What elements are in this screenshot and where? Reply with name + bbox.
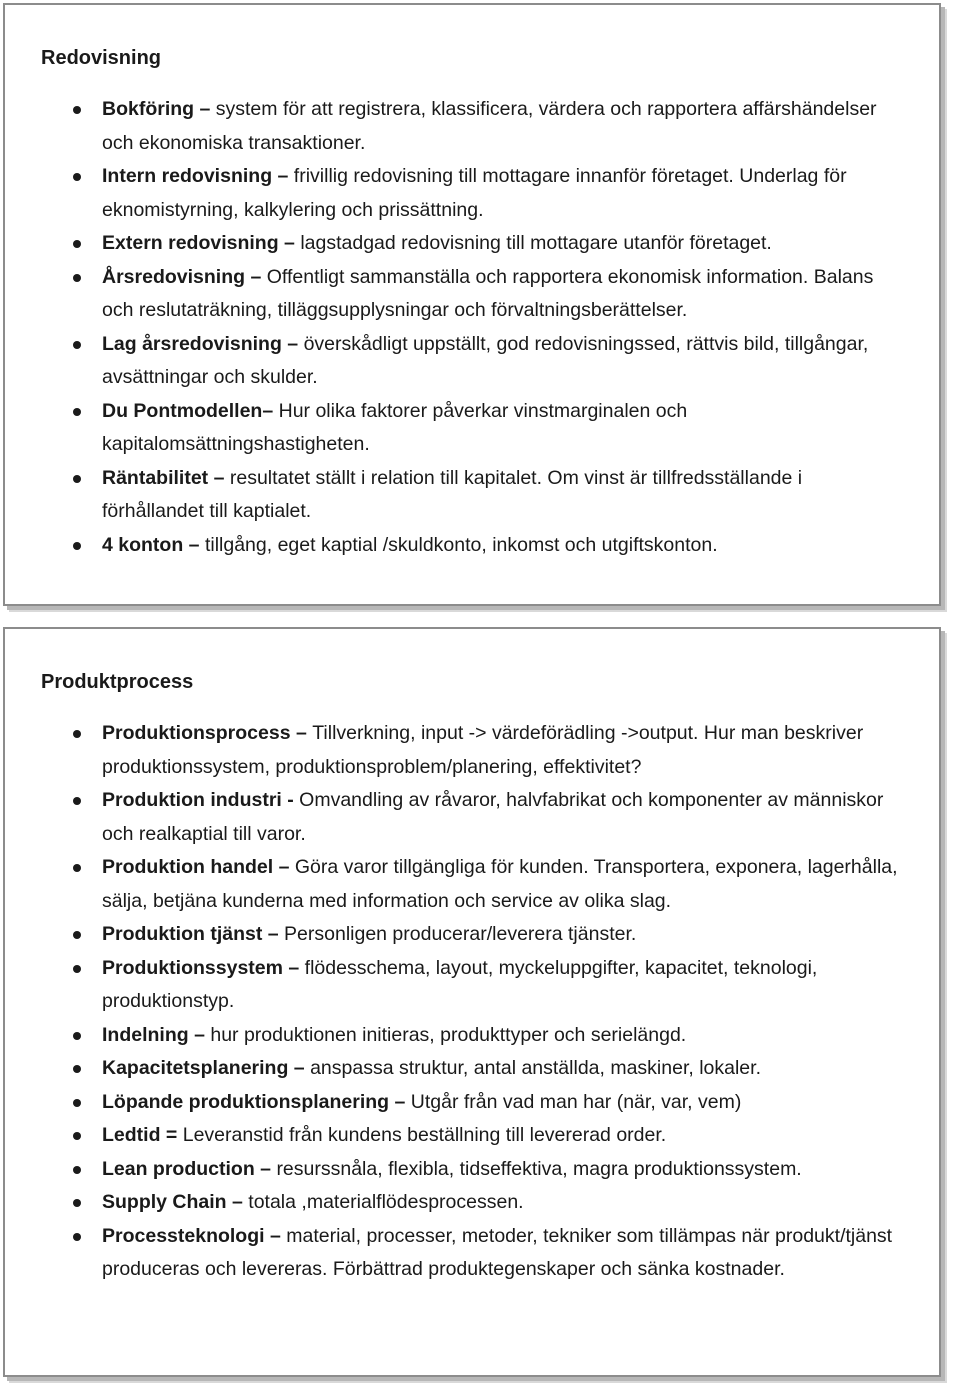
item-text: resultatet ställt i relation till kapitalet. Om vinst är tillfredsställande i förhållandet till kaptialet. bbox=[102, 466, 803, 522]
item-term: Produktion industri bbox=[102, 789, 282, 811]
item-text: Offentligt sammanställa och rapportera ekonomisk information. Balans och reslutaträkning, tilläggsupplysningar och förvaltningsberättelser. bbox=[102, 265, 874, 321]
bullet-icon bbox=[73, 1233, 81, 1241]
item-term: Extern redovisning bbox=[102, 232, 279, 254]
item-term: Kapacitetsplanering bbox=[102, 1057, 289, 1079]
list-item bbox=[41, 328, 909, 395]
item-separator: – bbox=[264, 1224, 287, 1247]
bullet-icon bbox=[73, 274, 81, 282]
item-separator: – bbox=[288, 1057, 311, 1079]
bullet-icon bbox=[73, 341, 81, 349]
bullet-icon bbox=[73, 542, 81, 550]
list-item bbox=[41, 1119, 909, 1153]
item-term: Räntabilitet bbox=[102, 466, 209, 489]
item-text: frivillig redovisning till mottagare innanför företaget. Underlag för eknomistyrning, kalkylering och prissättning. bbox=[102, 165, 847, 221]
item-text: anspassa struktur, antal anställda, maskiner, lokaler. bbox=[310, 1057, 761, 1079]
item-term: Indelning bbox=[102, 1023, 189, 1046]
item-text: system för att registrera, klassificera, värdera och rapportera affärshändelser och ekonomiska transaktioner. bbox=[102, 98, 877, 154]
section-title: Redovisning bbox=[41, 47, 162, 69]
list-item bbox=[41, 1153, 909, 1187]
bullet-icon bbox=[73, 475, 81, 483]
item-text: Utgår från vad man har (när, var, vem) bbox=[410, 1090, 742, 1113]
item-text: Hur olika faktorer påverkar vinstmarginalen och kapitalomsättningshastigheten. bbox=[102, 399, 688, 455]
list-item bbox=[41, 93, 909, 160]
list-item bbox=[41, 529, 909, 563]
bullet-icon bbox=[73, 730, 81, 738]
item-term: Löpande produktionsplanering bbox=[102, 1090, 390, 1113]
item-text: Göra varor tillgängliga för kunden. Transportera, exponera, lagerhålla, sälja, betjäna kunderna med information och service av olika slag. bbox=[102, 856, 898, 912]
list-item bbox=[41, 1052, 909, 1086]
item-term: Processteknologi bbox=[102, 1224, 265, 1247]
item-term: Ledtid bbox=[102, 1124, 161, 1146]
bullet-icon bbox=[73, 1065, 81, 1073]
bullet-icon bbox=[73, 965, 81, 973]
item-text: lagstadgad redovisning till mottagare utanför företaget. bbox=[300, 232, 772, 254]
item-term: Bokföring bbox=[102, 98, 195, 120]
item-separator: – bbox=[194, 98, 216, 120]
item-term: Produktionsprocess bbox=[102, 722, 291, 744]
item-text: flödesschema, layout, myckeluppgifter, kapacitet, teknologi, produktionstyp. bbox=[102, 956, 818, 1012]
list-item bbox=[41, 952, 909, 1019]
list-item bbox=[41, 462, 909, 529]
item-separator: – bbox=[262, 399, 279, 422]
item-term: Intern redovisning bbox=[102, 165, 273, 187]
bullet-icon bbox=[73, 1199, 81, 1207]
list-item bbox=[41, 1019, 909, 1053]
item-text: material, processer, metoder, tekniker som tillämpas när produkt/tjänst produceras och levereras. Förbättrad produktegenskaper och sänka kostnader. bbox=[102, 1224, 893, 1280]
section-title: Produktprocess bbox=[41, 671, 194, 693]
bullet-icon bbox=[73, 931, 81, 939]
list-item bbox=[41, 227, 909, 261]
item-text: Omvandling av råvaror, halvfabrikat och komponenter av människor och realkaptial till varor. bbox=[102, 789, 884, 845]
list-item bbox=[41, 717, 909, 784]
item-text: hur produktionen initieras, produkttyper och serielängd. bbox=[210, 1023, 687, 1046]
list-item bbox=[41, 851, 909, 918]
item-separator: – bbox=[188, 1023, 211, 1046]
definition-list bbox=[41, 717, 909, 1287]
item-text: Personligen producerar/leverera tjänster. bbox=[284, 923, 637, 945]
item-term: Lag årsredovisning bbox=[102, 332, 282, 355]
list-item bbox=[41, 1086, 909, 1120]
list-item bbox=[41, 395, 909, 462]
item-separator: – bbox=[272, 165, 294, 187]
bullet-icon bbox=[73, 173, 81, 181]
item-term: Supply Chain bbox=[102, 1191, 227, 1213]
item-term: 4 konton bbox=[102, 533, 184, 556]
item-text: tillgång, eget kaptial /skuldkonto, inkomst och utgiftskonton. bbox=[204, 533, 718, 556]
item-term: Produktion tjänst bbox=[102, 923, 263, 945]
bullet-icon bbox=[73, 408, 81, 416]
item-separator: – bbox=[254, 1157, 277, 1180]
bullet-icon bbox=[73, 797, 81, 805]
item-separator: = bbox=[160, 1124, 183, 1146]
item-term: Produktion handel bbox=[102, 856, 274, 878]
item-separator: – bbox=[389, 1090, 411, 1113]
item-separator: – bbox=[273, 856, 295, 878]
item-separator: – bbox=[226, 1191, 249, 1213]
list-item bbox=[41, 918, 909, 952]
item-text: totala ,materialflödesprocessen. bbox=[248, 1191, 524, 1213]
item-text: Leveranstid från kundens beställning till levererad order. bbox=[182, 1124, 667, 1146]
bullet-icon bbox=[73, 1032, 81, 1040]
list-item bbox=[41, 261, 909, 328]
list-item bbox=[41, 1220, 909, 1287]
item-separator: - bbox=[281, 789, 300, 811]
list-item bbox=[41, 160, 909, 227]
item-separator: – bbox=[262, 923, 285, 945]
bullet-icon bbox=[73, 1099, 81, 1107]
item-separator: – bbox=[278, 232, 301, 254]
item-term: Du Pontmodellen bbox=[102, 399, 263, 422]
section-card-redovisning bbox=[3, 3, 941, 606]
item-text: överskådligt uppställt, god redovisningssed, rättvis bild, tillgångar, avsättningar och skulder. bbox=[102, 332, 869, 388]
bullet-icon bbox=[73, 864, 81, 872]
item-separator: – bbox=[282, 956, 305, 979]
item-separator: – bbox=[290, 722, 313, 744]
item-separator: – bbox=[281, 332, 304, 355]
item-term: Årsredovisning bbox=[102, 265, 246, 288]
list-item bbox=[41, 1186, 909, 1220]
item-term: Produktionssystem bbox=[102, 956, 283, 979]
list-item bbox=[41, 784, 909, 851]
definition-list bbox=[41, 93, 909, 562]
item-separator: – bbox=[245, 265, 267, 288]
item-text: Tillverkning, input -> värdeförädling ->output. Hur man beskriver produktionssystem, produktionsproblem/planering, effektivitet? bbox=[102, 722, 864, 778]
bullet-icon bbox=[73, 106, 81, 114]
bullet-icon bbox=[73, 240, 81, 248]
item-text: resurssnåla, flexibla, tidseffektiva, magra produktionssystem. bbox=[276, 1157, 802, 1180]
item-term: Lean production bbox=[102, 1157, 255, 1180]
item-separator: – bbox=[208, 466, 230, 489]
section-card-produktprocess bbox=[3, 627, 941, 1377]
bullet-icon bbox=[73, 1166, 81, 1174]
bullet-icon bbox=[73, 1132, 81, 1140]
item-separator: – bbox=[183, 533, 205, 556]
